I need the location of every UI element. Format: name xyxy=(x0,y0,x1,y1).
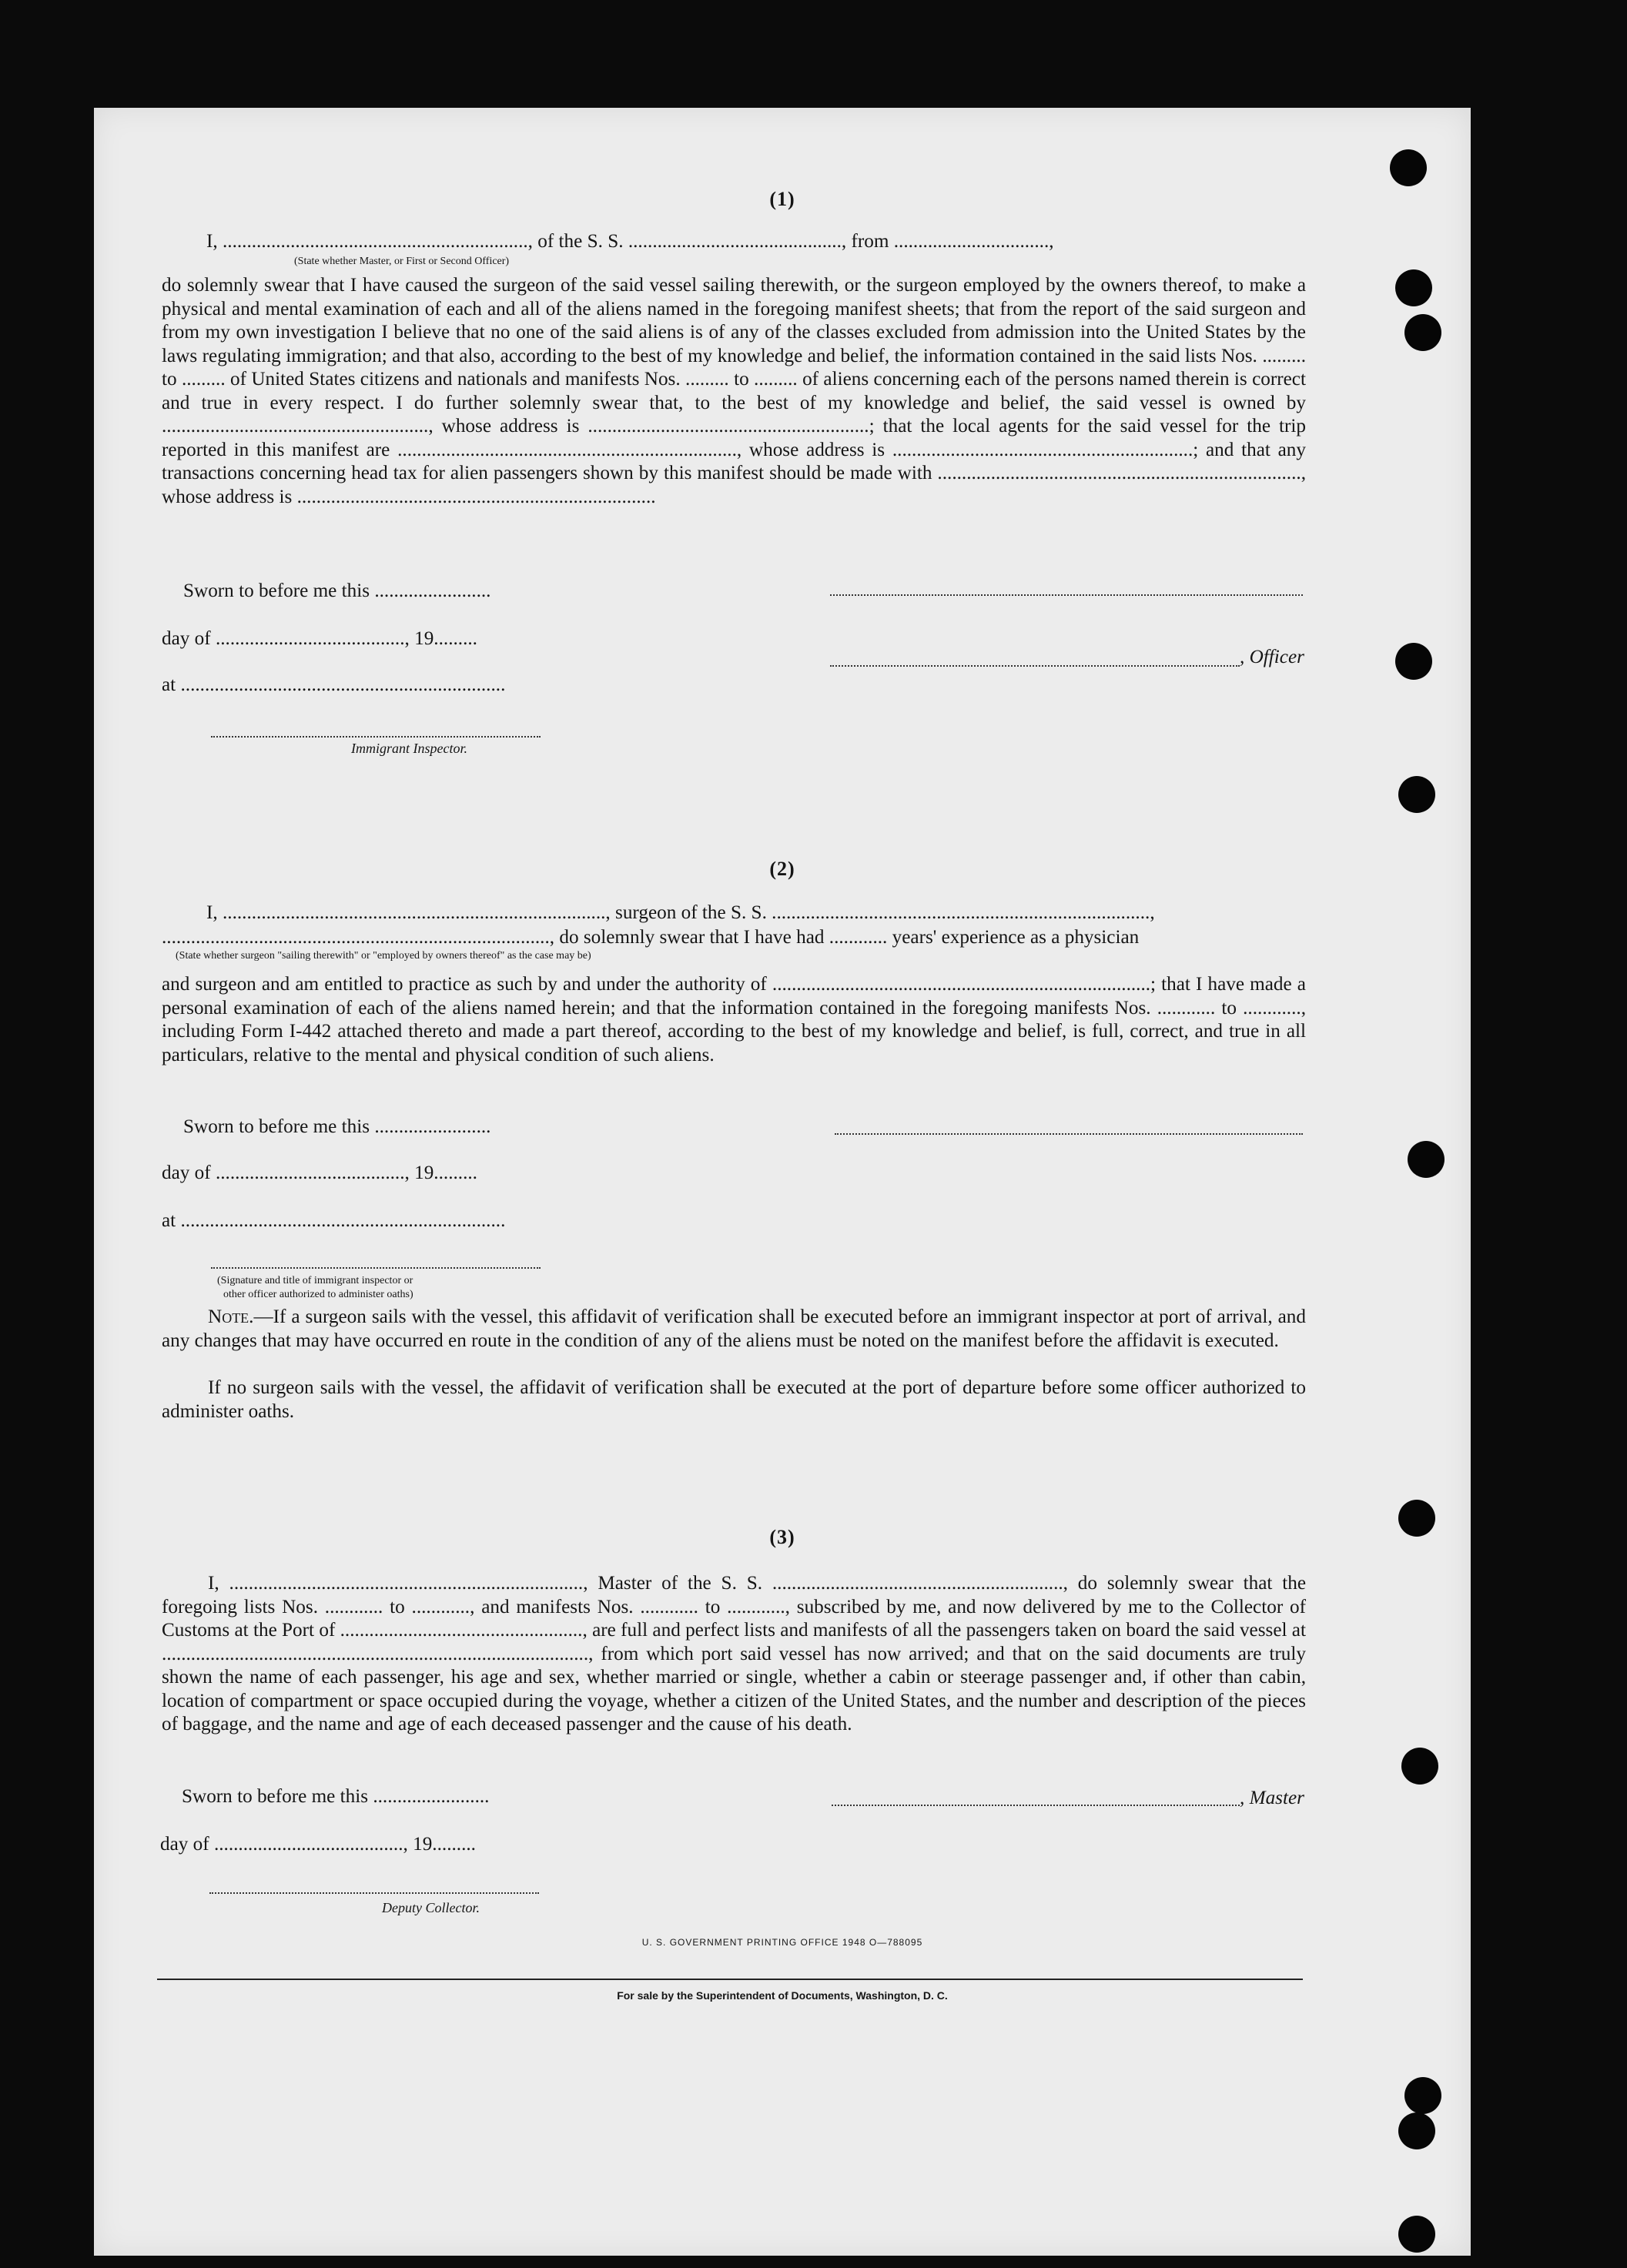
collector-signature-line xyxy=(209,1892,539,1894)
section-2-caption: (State whether surgeon "sailing therewith" or "employed by owners thereof" as the case may be) xyxy=(176,950,591,962)
section-2-number: (2) xyxy=(769,858,795,880)
section-1-sworn: Sworn to before me this ........................ xyxy=(183,580,491,601)
section-2-sworn: Sworn to before me this ........................ xyxy=(183,1116,491,1137)
inspector-signature-line xyxy=(211,736,541,738)
note-text-1: —If a surgeon sails with the vessel, this affidavit of verification shall be executed before an immigrant inspector at port of arrival, and any changes that may have occurred en route in the condition of any of the aliens must be noted on the manifest before the affidavit is executed. xyxy=(162,1306,1306,1351)
section-1-signature-line-upper xyxy=(830,594,1303,596)
section-2-signature-line xyxy=(835,1133,1303,1135)
section-2-day-of: day of ......................................., 19......... xyxy=(162,1162,477,1183)
officer-label: , Officer xyxy=(1240,647,1304,667)
section-1-day-of: day of ......................................., 19......... xyxy=(162,628,477,649)
master-label: , Master xyxy=(1240,1788,1304,1808)
section-2-body: and surgeon and am entitled to practice as such by and under the authority of ..............................................................................; that I have made a personal examination of each of the aliens named herein; and that the information contained in the foregoing manifests Nos. ............ to ............, including Form I-442 attached thereto and made a part thereof, according to the best of my knowledge and belief, is full, correct, and true in all particulars, relative to the mental and physical condition of such aliens. xyxy=(162,974,1306,1065)
officer-signature-line xyxy=(830,665,1240,667)
section-2-note-2: If no surgeon sails with the vessel, the affidavit of verification shall be executed at the port of departure before some officer authorized to administer oaths. xyxy=(162,1377,1306,1422)
section-2-note xyxy=(162,1306,1306,1353)
section-1-at: at ................................................................... xyxy=(162,674,506,695)
section-3-day-of: day of ......................................., 19......... xyxy=(160,1834,476,1855)
section-3-number: (3) xyxy=(769,1526,795,1548)
section-3-body: I, ........................................................................., Master of the S. S. ............................................................, do solemnly swear that the foregoing lists Nos. ............ to ............, and manifests Nos. ............ to ............, subscribed by me, and now delivered by me to the Collector of Customs at the Port of .................................................., are full and perfect lists and manifests of all the passengers taken on board the said vessel at ........................................................................................, from which port said vessel has now arrived; and that on the said documents are truly shown the name of each passenger, his age and sex, whether married or single, whether a cabin or steerage passenger and, if other than cabin, location of compartment or space occupied during the voyage, whether a citizen of the United States, and the number and description of the pieces of baggage, and the name and age of each deceased passenger and the cause of his death. xyxy=(162,1573,1306,1734)
section-2-at: at ................................................................... xyxy=(162,1210,506,1231)
section-1-number: (1) xyxy=(769,188,795,210)
section-2-witness-caption-1: (Signature and title of immigrant inspector or xyxy=(217,1275,413,1286)
section-2-second-line: ................................................................................, do solemnly swear that I have had ............ years' experience as a physician xyxy=(162,927,1140,948)
inspector-label: Immigrant Inspector. xyxy=(351,741,467,756)
note-label: Note. xyxy=(208,1306,254,1327)
collector-label: Deputy Collector. xyxy=(382,1900,480,1915)
section-2-witness-line xyxy=(211,1267,541,1269)
section-2-witness-caption-2: other officer authorized to administer oaths) xyxy=(223,1289,413,1300)
footer-rule xyxy=(157,1979,1303,1980)
form-sheet xyxy=(94,108,1471,2256)
master-signature-line xyxy=(832,1805,1240,1806)
for-sale-note: For sale by the Superintendent of Documents, Washington, D. C. xyxy=(617,1989,948,2002)
section-1-caption: (State whether Master, or First or Second Officer) xyxy=(294,256,510,267)
section-2-first-line: I, ..............................................................................., surgeon of the S. S. .............................................................................., xyxy=(206,902,1155,923)
section-1-body: do solemnly swear that I have caused the surgeon of the said vessel sailing therewith, or the surgeon employed by the owners thereof, to make a physical and mental examination of each and all of the aliens named in the foregoing manifest sheets; that from the report of the said surgeon and from my own investigation I believe that no one of the said aliens is of any of the classes excluded from admission into the United States by the laws regulating immigration; and that also, according to the best of my knowledge and belief, the information contained in the said lists Nos. ......... to ......... of United States citizens and nationals and manifests Nos. ......... to ......... of aliens concerning each of the persons named therein is correct and true in every respect. I do further solemnly swear that, to the best of my knowledge and belief, the said vessel is owned by ......................................................., whose address is ..........................................................; that the local agents for the said vessel for the trip reported in this manifest are ......................................................................, whose address is ..............................................................; and that any transactions concerning head tax for alien passengers shown by this manifest should be made with ..........................................................................., whose address is .......................................................................... xyxy=(162,275,1306,507)
printing-office-line: U. S. GOVERNMENT PRINTING OFFICE 1948 O—788095 xyxy=(641,1937,923,1948)
section-3-sworn: Sworn to before me this ........................ xyxy=(182,1786,490,1807)
section-1-first-line: I, ..............................................................., of the S. S. ............................................, from ................................, xyxy=(206,231,1054,252)
